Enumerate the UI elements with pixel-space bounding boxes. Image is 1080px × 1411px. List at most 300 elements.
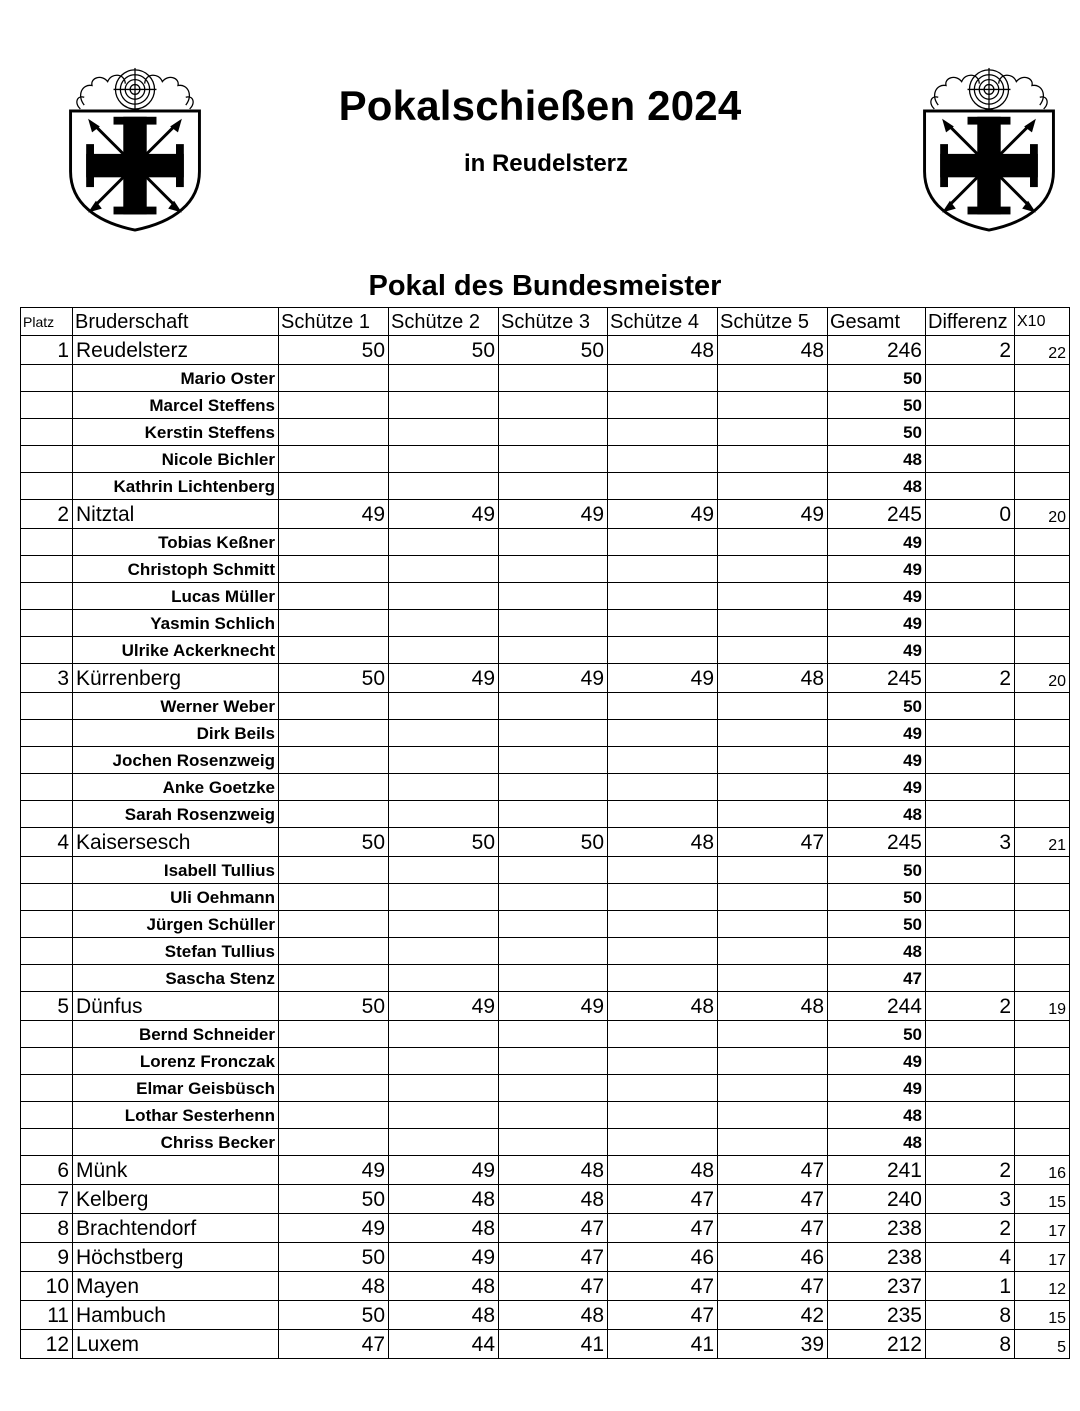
empty-cell (21, 473, 73, 500)
empty-cell (608, 583, 718, 610)
member-score-cell: 49 (828, 774, 926, 801)
x10-cell: 21 (1015, 828, 1070, 857)
member-name-cell: Lothar Sesterhenn (73, 1102, 279, 1129)
team-row (21, 500, 1070, 529)
empty-cell (1015, 419, 1070, 446)
empty-cell (21, 610, 73, 637)
x10-cell: 5 (1015, 1330, 1070, 1359)
empty-cell (926, 473, 1015, 500)
empty-cell (389, 720, 499, 747)
gesamt-cell: 238 (828, 1214, 926, 1243)
member-row (21, 965, 1070, 992)
team-row (21, 664, 1070, 693)
gesamt-cell: 240 (828, 1185, 926, 1214)
x10-cell: 15 (1015, 1301, 1070, 1330)
empty-cell (718, 857, 828, 884)
s5-cell: 47 (718, 1214, 828, 1243)
s5-cell: 47 (718, 828, 828, 857)
empty-cell (499, 911, 608, 938)
team-row (21, 1185, 1070, 1214)
empty-cell (718, 392, 828, 419)
s5-cell: 46 (718, 1243, 828, 1272)
rank-cell: 3 (21, 664, 73, 693)
s2-cell: 48 (389, 1185, 499, 1214)
empty-cell (389, 884, 499, 911)
empty-cell (1015, 473, 1070, 500)
x10-cell: 15 (1015, 1185, 1070, 1214)
empty-cell (279, 857, 389, 884)
empty-cell (608, 911, 718, 938)
empty-cell (608, 857, 718, 884)
member-score-cell: 50 (828, 1021, 926, 1048)
member-row (21, 1021, 1070, 1048)
empty-cell (1015, 1102, 1070, 1129)
s1-cell: 49 (279, 1156, 389, 1185)
team-name-cell: Mayen (73, 1272, 279, 1301)
empty-cell (718, 1075, 828, 1102)
differenz-cell: 2 (926, 664, 1015, 693)
team-row (21, 1156, 1070, 1185)
empty-cell (499, 1021, 608, 1048)
s3-cell: 48 (499, 1156, 608, 1185)
member-score-cell: 50 (828, 392, 926, 419)
column-header: Differenz (926, 308, 1015, 336)
differenz-cell: 8 (926, 1330, 1015, 1359)
empty-cell (389, 419, 499, 446)
empty-cell (1015, 720, 1070, 747)
empty-cell (718, 1129, 828, 1156)
empty-cell (21, 1129, 73, 1156)
s2-cell: 48 (389, 1272, 499, 1301)
x10-cell: 17 (1015, 1214, 1070, 1243)
differenz-cell: 2 (926, 992, 1015, 1021)
empty-cell (499, 801, 608, 828)
member-score-cell: 48 (828, 1102, 926, 1129)
s3-cell: 47 (499, 1272, 608, 1301)
rank-cell: 5 (21, 992, 73, 1021)
empty-cell (499, 392, 608, 419)
member-name-cell: Lucas Müller (73, 583, 279, 610)
empty-cell (718, 938, 828, 965)
s3-cell: 50 (499, 336, 608, 365)
x10-cell: 19 (1015, 992, 1070, 1021)
member-score-cell: 49 (828, 1048, 926, 1075)
team-name-cell: Kelberg (73, 1185, 279, 1214)
empty-cell (926, 1021, 1015, 1048)
s2-cell: 49 (389, 500, 499, 529)
empty-cell (608, 529, 718, 556)
empty-cell (279, 392, 389, 419)
differenz-cell: 2 (926, 1156, 1015, 1185)
empty-cell (718, 965, 828, 992)
empty-cell (1015, 938, 1070, 965)
member-row (21, 747, 1070, 774)
empty-cell (499, 365, 608, 392)
empty-cell (21, 911, 73, 938)
empty-cell (499, 473, 608, 500)
member-row (21, 857, 1070, 884)
member-name-cell: Tobias Keßner (73, 529, 279, 556)
member-row (21, 911, 1070, 938)
empty-cell (21, 720, 73, 747)
empty-cell (718, 801, 828, 828)
team-name-cell: Hambuch (73, 1301, 279, 1330)
s4-cell: 48 (608, 992, 718, 1021)
s5-cell: 42 (718, 1301, 828, 1330)
empty-cell (389, 911, 499, 938)
empty-cell (718, 529, 828, 556)
s1-cell: 50 (279, 664, 389, 693)
column-header: Schütze 5 (718, 308, 828, 336)
results-table (20, 307, 1070, 1359)
empty-cell (926, 938, 1015, 965)
team-row (21, 336, 1070, 365)
empty-cell (389, 857, 499, 884)
s4-cell: 49 (608, 500, 718, 529)
empty-cell (608, 446, 718, 473)
differenz-cell: 3 (926, 1185, 1015, 1214)
empty-cell (1015, 1075, 1070, 1102)
empty-cell (718, 720, 828, 747)
team-name-cell: Kaisersesch (73, 828, 279, 857)
empty-cell (718, 747, 828, 774)
differenz-cell: 2 (926, 1214, 1015, 1243)
empty-cell (608, 365, 718, 392)
empty-cell (389, 556, 499, 583)
empty-cell (926, 1129, 1015, 1156)
empty-cell (279, 965, 389, 992)
empty-cell (389, 1021, 499, 1048)
empty-cell (1015, 1129, 1070, 1156)
empty-cell (1015, 1021, 1070, 1048)
empty-cell (926, 801, 1015, 828)
empty-cell (1015, 857, 1070, 884)
s4-cell: 46 (608, 1243, 718, 1272)
empty-cell (926, 583, 1015, 610)
empty-cell (499, 583, 608, 610)
s4-cell: 47 (608, 1214, 718, 1243)
empty-cell (21, 1075, 73, 1102)
empty-cell (608, 1021, 718, 1048)
gesamt-cell: 212 (828, 1330, 926, 1359)
member-row (21, 774, 1070, 801)
s5-cell: 47 (718, 1272, 828, 1301)
empty-cell (608, 610, 718, 637)
s2-cell: 48 (389, 1214, 499, 1243)
empty-cell (389, 1129, 499, 1156)
s1-cell: 48 (279, 1272, 389, 1301)
s2-cell: 49 (389, 1243, 499, 1272)
empty-cell (718, 556, 828, 583)
empty-cell (279, 801, 389, 828)
s2-cell: 49 (389, 992, 499, 1021)
column-header: Gesamt (828, 308, 926, 336)
empty-cell (926, 774, 1015, 801)
empty-cell (1015, 583, 1070, 610)
s1-cell: 50 (279, 1243, 389, 1272)
member-row (21, 637, 1070, 664)
empty-cell (499, 774, 608, 801)
empty-cell (499, 637, 608, 664)
empty-cell (389, 365, 499, 392)
empty-cell (279, 1021, 389, 1048)
empty-cell (718, 637, 828, 664)
empty-cell (279, 1075, 389, 1102)
empty-cell (1015, 610, 1070, 637)
empty-cell (499, 610, 608, 637)
member-score-cell: 47 (828, 965, 926, 992)
empty-cell (389, 747, 499, 774)
member-name-cell: Lorenz Fronczak (73, 1048, 279, 1075)
empty-cell (389, 610, 499, 637)
member-name-cell: Sarah Rosenzweig (73, 801, 279, 828)
empty-cell (608, 884, 718, 911)
empty-cell (499, 693, 608, 720)
empty-cell (21, 365, 73, 392)
member-score-cell: 49 (828, 720, 926, 747)
differenz-cell: 3 (926, 828, 1015, 857)
member-row (21, 938, 1070, 965)
page-title: Pokalschießen 2024 (338, 82, 742, 129)
empty-cell (499, 1048, 608, 1075)
empty-cell (499, 1129, 608, 1156)
gesamt-cell: 245 (828, 828, 926, 857)
member-row (21, 1102, 1070, 1129)
team-row (21, 1272, 1070, 1301)
s3-cell: 48 (499, 1185, 608, 1214)
empty-cell (21, 446, 73, 473)
member-row (21, 419, 1070, 446)
empty-cell (718, 1102, 828, 1129)
member-score-cell: 50 (828, 419, 926, 446)
empty-cell (718, 911, 828, 938)
empty-cell (718, 419, 828, 446)
empty-cell (926, 720, 1015, 747)
member-score-cell: 48 (828, 801, 926, 828)
s2-cell: 49 (389, 1156, 499, 1185)
empty-cell (21, 1048, 73, 1075)
column-header: Schütze 4 (608, 308, 718, 336)
empty-cell (608, 473, 718, 500)
empty-cell (926, 1102, 1015, 1129)
empty-cell (718, 693, 828, 720)
rank-cell: 2 (21, 500, 73, 529)
member-score-cell: 48 (828, 446, 926, 473)
x10-cell: 16 (1015, 1156, 1070, 1185)
empty-cell (1015, 556, 1070, 583)
member-row (21, 610, 1070, 637)
s4-cell: 49 (608, 664, 718, 693)
empty-cell (608, 693, 718, 720)
empty-cell (926, 610, 1015, 637)
empty-cell (926, 1048, 1015, 1075)
s4-cell: 48 (608, 828, 718, 857)
member-name-cell: Jochen Rosenzweig (73, 747, 279, 774)
empty-cell (279, 911, 389, 938)
member-row (21, 473, 1070, 500)
empty-cell (389, 1075, 499, 1102)
empty-cell (1015, 747, 1070, 774)
team-row (21, 1243, 1070, 1272)
member-score-cell: 50 (828, 911, 926, 938)
member-name-cell: Sascha Stenz (73, 965, 279, 992)
empty-cell (718, 365, 828, 392)
member-score-cell: 50 (828, 857, 926, 884)
differenz-cell: 8 (926, 1301, 1015, 1330)
empty-cell (718, 473, 828, 500)
s3-cell: 41 (499, 1330, 608, 1359)
member-score-cell: 50 (828, 365, 926, 392)
gesamt-cell: 246 (828, 336, 926, 365)
differenz-cell: 0 (926, 500, 1015, 529)
empty-cell (279, 1129, 389, 1156)
gesamt-cell: 245 (828, 664, 926, 693)
gesamt-cell: 245 (828, 500, 926, 529)
s4-cell: 47 (608, 1301, 718, 1330)
member-name-cell: Isabell Tullius (73, 857, 279, 884)
member-name-cell: Chriss Becker (73, 1129, 279, 1156)
empty-cell (389, 938, 499, 965)
team-name-cell: Münk (73, 1156, 279, 1185)
member-row (21, 446, 1070, 473)
gesamt-cell: 238 (828, 1243, 926, 1272)
s3-cell: 48 (499, 1301, 608, 1330)
empty-cell (608, 419, 718, 446)
member-name-cell: Anke Goetzke (73, 774, 279, 801)
column-header: Schütze 2 (389, 308, 499, 336)
empty-cell (21, 774, 73, 801)
empty-cell (499, 529, 608, 556)
s4-cell: 47 (608, 1272, 718, 1301)
x10-cell: 17 (1015, 1243, 1070, 1272)
empty-cell (1015, 911, 1070, 938)
table-title: Pokal des Bundesmeister (368, 270, 722, 302)
member-row (21, 720, 1070, 747)
s1-cell: 47 (279, 1330, 389, 1359)
column-header: Bruderschaft (73, 308, 279, 336)
s4-cell: 48 (608, 336, 718, 365)
empty-cell (499, 1075, 608, 1102)
team-row (21, 992, 1070, 1021)
rank-cell: 4 (21, 828, 73, 857)
member-name-cell: Stefan Tullius (73, 938, 279, 965)
team-name-cell: Dünfus (73, 992, 279, 1021)
s5-cell: 39 (718, 1330, 828, 1359)
s3-cell: 47 (499, 1243, 608, 1272)
empty-cell (718, 446, 828, 473)
member-row (21, 693, 1070, 720)
member-score-cell: 49 (828, 1075, 926, 1102)
empty-cell (389, 583, 499, 610)
s4-cell: 41 (608, 1330, 718, 1359)
empty-cell (608, 965, 718, 992)
empty-cell (279, 556, 389, 583)
empty-cell (389, 529, 499, 556)
empty-cell (21, 637, 73, 664)
s3-cell: 49 (499, 664, 608, 693)
empty-cell (279, 720, 389, 747)
empty-cell (1015, 529, 1070, 556)
differenz-cell: 4 (926, 1243, 1015, 1272)
member-score-cell: 50 (828, 884, 926, 911)
empty-cell (21, 392, 73, 419)
empty-cell (1015, 884, 1070, 911)
member-name-cell: Mario Oster (73, 365, 279, 392)
empty-cell (608, 392, 718, 419)
empty-cell (21, 556, 73, 583)
empty-cell (926, 365, 1015, 392)
member-score-cell: 49 (828, 610, 926, 637)
x10-cell: 20 (1015, 664, 1070, 693)
empty-cell (608, 637, 718, 664)
empty-cell (499, 1102, 608, 1129)
member-name-cell: Ulrike Ackerknecht (73, 637, 279, 664)
empty-cell (1015, 392, 1070, 419)
s1-cell: 50 (279, 992, 389, 1021)
empty-cell (389, 392, 499, 419)
empty-cell (21, 965, 73, 992)
member-name-cell: Kerstin Steffens (73, 419, 279, 446)
empty-cell (21, 693, 73, 720)
empty-cell (608, 801, 718, 828)
empty-cell (389, 1102, 499, 1129)
empty-cell (926, 529, 1015, 556)
empty-cell (608, 774, 718, 801)
empty-cell (926, 965, 1015, 992)
empty-cell (1015, 637, 1070, 664)
column-header: Schütze 1 (279, 308, 389, 336)
s5-cell: 48 (718, 664, 828, 693)
empty-cell (279, 419, 389, 446)
column-header: X10 (1015, 308, 1070, 336)
empty-cell (499, 938, 608, 965)
empty-cell (1015, 446, 1070, 473)
s2-cell: 50 (389, 336, 499, 365)
empty-cell (926, 419, 1015, 446)
empty-cell (499, 857, 608, 884)
s2-cell: 48 (389, 1301, 499, 1330)
s1-cell: 50 (279, 1185, 389, 1214)
empty-cell (21, 884, 73, 911)
empty-cell (608, 1048, 718, 1075)
empty-cell (21, 1021, 73, 1048)
s5-cell: 48 (718, 992, 828, 1021)
empty-cell (21, 938, 73, 965)
empty-cell (926, 637, 1015, 664)
member-name-cell: Nicole Bichler (73, 446, 279, 473)
empty-cell (926, 392, 1015, 419)
member-score-cell: 48 (828, 473, 926, 500)
empty-cell (926, 693, 1015, 720)
team-name-cell: Reudelsterz (73, 336, 279, 365)
s5-cell: 47 (718, 1156, 828, 1185)
empty-cell (499, 556, 608, 583)
empty-cell (21, 529, 73, 556)
empty-cell (926, 911, 1015, 938)
member-row (21, 884, 1070, 911)
empty-cell (21, 419, 73, 446)
member-name-cell: Bernd Schneider (73, 1021, 279, 1048)
empty-cell (1015, 774, 1070, 801)
rank-cell: 11 (21, 1301, 73, 1330)
rank-cell: 9 (21, 1243, 73, 1272)
s1-cell: 49 (279, 1214, 389, 1243)
differenz-cell: 2 (926, 336, 1015, 365)
empty-cell (499, 747, 608, 774)
s3-cell: 49 (499, 500, 608, 529)
rank-cell: 12 (21, 1330, 73, 1359)
team-row (21, 1330, 1070, 1359)
